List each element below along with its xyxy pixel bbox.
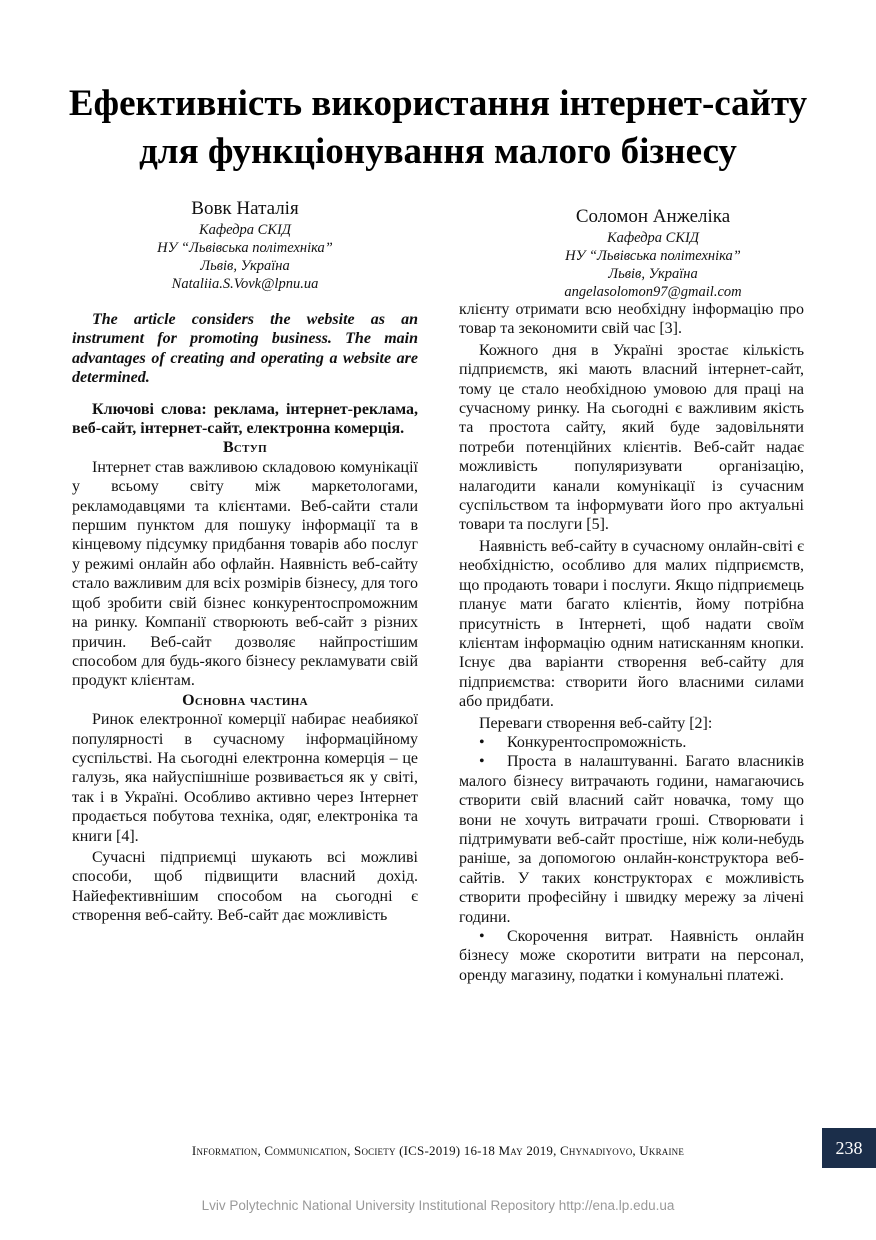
conference-footer: Information, Communication, Society (ICS-2019) 16-18 May 2019, Chynadiyovo, Ukraine <box>191 1143 685 1158</box>
main-heading-rest: сновна частина <box>194 691 308 709</box>
keywords: Ключові слова: реклама, інтернет-реклама, веб-сайт, інтернет-сайт, електронна комерція. <box>72 400 418 438</box>
bullet-icon: • <box>479 928 485 945</box>
author-2-name: Соломон Анжеліка <box>575 206 731 227</box>
author-1-city: Львів, Україна <box>200 258 290 274</box>
main-paragraph-1: Ринок електронної комерції набирає неабиякої популярності в сучасному інформаційному суспільстві. На сьогодні електронна комерція – це галузь, яка найуспішніше розвивається як у світі, так і в Україні. Особливо активно через Інтернет продається побутова техніка, одяг, електроніка та книги [4]. <box>72 711 418 845</box>
author-1-block <box>115 197 375 293</box>
list-item-text: Конкурентоспроможність. <box>507 733 687 751</box>
right-paragraph-continued: клієнту отримати всю необхідну інформацію про товар та зекономити свій час [3]. <box>459 301 804 338</box>
author-1-department: Кафедра СКІД <box>198 222 292 238</box>
right-paragraph-2: Наявність веб-сайту в сучасному онлайн-світі є необхідністю, особливо для малих підприємств, що продають товари і послуги. Якщо підприємець планує мати багато клієнтів, йому потрібна присутність в Інтернеті, щоб надати своїм клієнтам інформацію одним натисканням кнопки. Існує два варіанти створення веб-сайту для підприємства: створити його власними силами або придбати. <box>459 537 804 711</box>
paper-title <box>0 80 876 176</box>
paper-title-line-2: для функціонування малого бізнесу <box>139 131 737 172</box>
right-column <box>459 300 804 985</box>
section-heading-intro <box>72 438 418 457</box>
list-item-text: Скорочення витрат. Наявність онлайн бізнесу може скоротити витрати на персонал, оренду магазину, податки і комунальні платежі. <box>459 928 804 984</box>
benefits-list <box>459 733 804 985</box>
intro-heading-initial: В <box>222 439 234 457</box>
author-1-name: Вовк Наталія <box>191 198 299 219</box>
author-1-email: Nataliia.S.Vovk@lpnu.ua <box>171 276 319 292</box>
main-heading-initial: О <box>182 691 195 709</box>
author-2-city: Львів, Україна <box>608 266 698 282</box>
list-item <box>459 752 804 927</box>
bullet-icon: • <box>479 733 485 751</box>
list-item-text: Проста в налаштуванні. Багато власників малого бізнесу витрачають години, намагаючись створити свій власний сайт новачка, тому що вони не хочуть витрачати гроші. Створювати і підтримувати веб-сайт простіше, ніж коли-небудь раніше, за допомогою онлайн-конструктора веб-сайтів. У таких конструкторах є можливість створити професійну і швидку мережу за лічені години. <box>459 753 804 926</box>
paper-title-line-1: Ефективність використання інтернет-сайту <box>68 83 808 124</box>
intro-heading-rest: ступ <box>233 439 268 457</box>
section-heading-main <box>72 691 418 710</box>
left-column <box>72 310 418 926</box>
author-2-block <box>523 205 783 301</box>
author-2-email: angelasolomon97@gmail.com <box>564 284 742 300</box>
right-paragraph-3: Переваги створення веб-сайту [2]: <box>479 714 713 732</box>
repository-link[interactable]: Lviv Polytechnic National University Institutional Repository http://ena.lp.edu.ua <box>201 1198 675 1213</box>
main-paragraph-2: Сучасні підприємці шукають всі можливі способи, щоб підвищити власний дохід. Найефективнішим способом на сьогодні є створення веб-сайту. Веб-сайт дає можливість <box>72 848 418 925</box>
intro-paragraph: Інтернет став важливою складовою комунікації у всьому світу між маркетологами, рекламодавцями та клієнтами. Веб-сайти стали першим пунктом для пошуку інформації та в кінцевому підсумку придбання товарів або послуг у режимі онлайн або офлайн. Наявність веб-сайту стало важливим для всіх розмірів бізнесу, для того щоб зробити свій бізнес конкурентоспроможним на ринку. Компанії створюють веб-сайт з різних причин. Веб-сайт дозволяє найпростішим способом для будь-якого бізнесу рекламувати свій продукт клієнтам. <box>72 458 418 690</box>
list-item <box>459 927 804 985</box>
page-number: 238 <box>822 1128 876 1168</box>
author-1-university: НУ “Львівська політехніка” <box>157 240 333 256</box>
abstract: The article considers the website as an instrument for promoting business. The main advantages of creating and operating a website are determined. <box>72 311 418 387</box>
right-paragraph-1: Кожного дня в Україні зростає кількість підприємств, які мають власний інтернет-сайт, тому це стало необхідною умовою для праці на сучасному ринку. На сьогодні є важливим якість та простота сайту, який буде задовільняти потреби потенційних клієнтів. Веб-сайт надає можливість популяризувати організацію, налагодити канали комунікації із сучасним суспільством та інформувати його про актуальні товари та послуги [5]. <box>459 341 804 534</box>
list-item <box>459 733 804 752</box>
author-2-department: Кафедра СКІД <box>606 230 700 246</box>
author-2-university: НУ “Львівська політехніка” <box>565 248 741 264</box>
bullet-icon: • <box>479 753 485 771</box>
